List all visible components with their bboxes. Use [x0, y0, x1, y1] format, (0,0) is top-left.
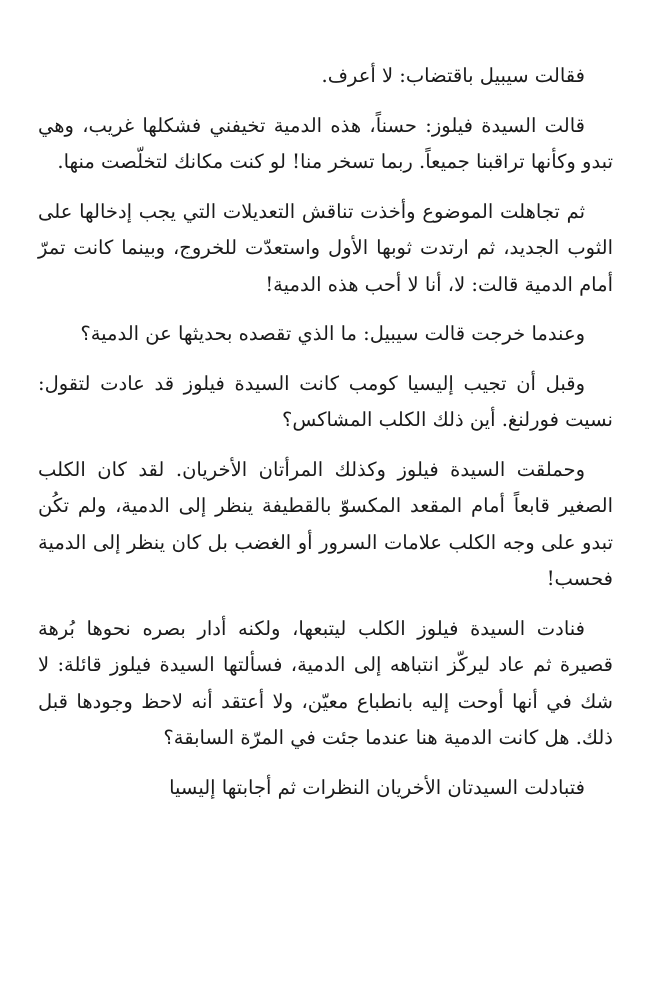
book-page: [38, 58, 613, 806]
paragraph-7: فنادت السيدة فيلوز الكلب ليتبعها، ولكنه أدار بصره نحوها بُرهة قصيرة ثم عاد ليركّز انتباهه إلى الدمية، فسألتها السيدة فيلوز قائلة: لا شك في أنها أوحت إليه بانطباع معيّن، ولا أعتقد أنه لاحظ وجودها قبل ذلك. هل كانت الدمية هنا عندما جئت في المرّة السابقة؟: [38, 616, 613, 749]
paragraph-4: وعندما خرجت قالت سيبيل: ما الذي تقصده بحديثها عن الدمية؟: [80, 322, 585, 345]
paragraph-2: قالت السيدة فيلوز: حسناً، هذه الدمية تخيفني فشكلها غريب، وهي تبدو وكأنها تراقبنا جميعاً. ربما تسخر منا! لو كنت مكانك لتخلّصت منها.: [38, 113, 613, 173]
paragraph-3: ثم تجاهلت الموضوع وأخذت تناقش التعديلات التي يجب إدخالها على الثوب الجديد، ثم ارتدت ثوبها الأول واستعدّت للخروج، وبينما كانت تمرّ أمام الدمية قالت: لا، أنا لا أحب هذه الدمية!: [38, 199, 613, 296]
paragraph-8: فتبادلت السيدتان الأخريان النظرات ثم أجابتها إليسيا: [169, 775, 585, 799]
paragraph-1: فقالت سيبيل باقتضاب: لا أعرف.: [321, 64, 585, 87]
paragraph-6: وحملقت السيدة فيلوز وكذلك المرأتان الأخريان. لقد كان الكلب الصغير قابعاً أمام المقعد المكسوّ بالقطيفة ينظر إلى الدمية، ولم تكُن تبدو على وجه الكلب علامات السرور أو الغضب بل كان ينظر إلى الدمية فحسب!: [38, 457, 613, 590]
paragraph-5: وقبل أن تجيب إليسيا كومب كانت السيدة فيلوز قد عادت لتقول: نسيت فورلنغ. أين ذلك الكلب المشاكس؟: [38, 371, 613, 431]
